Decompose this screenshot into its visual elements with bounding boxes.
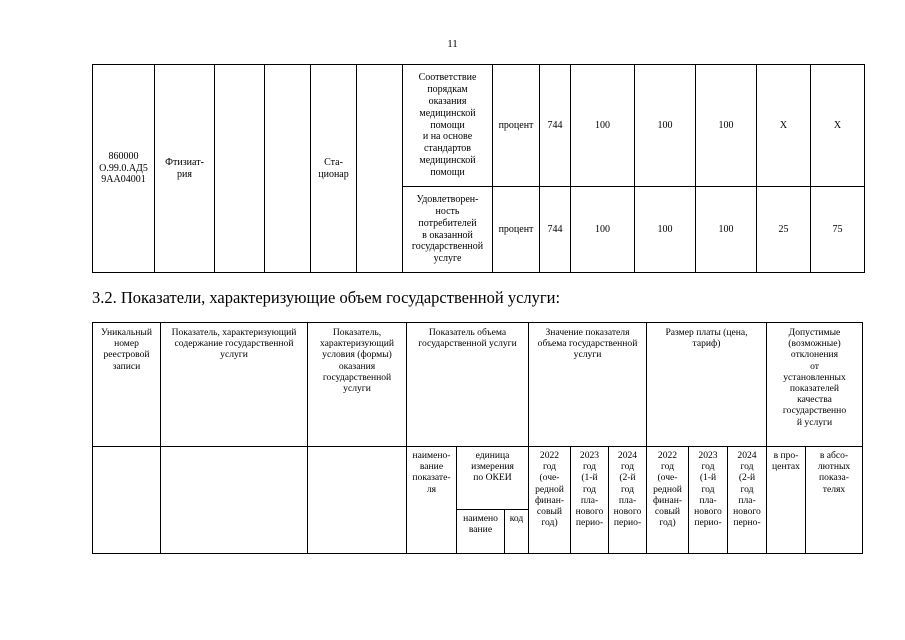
subheader-deviation-percent: в про- центах bbox=[767, 447, 806, 554]
subheader-value-2024: 2024 год (2-й год пла- нового перио- bbox=[609, 447, 647, 554]
subheader-fee-2023: 2023 год (1-й год пла- нового перио- bbox=[689, 447, 728, 554]
table-row bbox=[93, 65, 865, 187]
header-fee: Размер платы (цена, тариф) bbox=[647, 323, 767, 447]
header-unique-number: Уникальный номер реестровой записи bbox=[93, 323, 161, 447]
value-2022: 100 bbox=[571, 65, 635, 187]
header-deviation: Допустимые (возможные) отклонения от установленных показателей качества государственно й услуги bbox=[767, 323, 863, 447]
subheader-deviation-absolute: в абсо- лютных показа- телях bbox=[806, 447, 863, 554]
deviation-absolute: 75 bbox=[811, 187, 865, 273]
subheader-value-2022: 2022 год (оче- редной финан- совый год) bbox=[529, 447, 571, 554]
empty-cell bbox=[215, 65, 265, 273]
unit-code: 744 bbox=[540, 65, 571, 187]
deviation-percent: 25 bbox=[757, 187, 811, 273]
indicator-name: Удовлетворен- ность потребителей в оказанной государственной услуге bbox=[403, 187, 493, 273]
page-number: 11 bbox=[447, 38, 458, 50]
subheader-unit-name: наимено вание bbox=[457, 510, 505, 554]
unit-name: процент bbox=[493, 187, 540, 273]
volume-indicators-table bbox=[92, 322, 863, 554]
empty-cell bbox=[308, 447, 407, 554]
header-volume-indicator: Показатель объема государственной услуги bbox=[407, 323, 529, 447]
registry-number: 860000 О.99.0.АД5 9АА04001 bbox=[93, 65, 155, 273]
header-conditions-indicator: Показатель, характеризующий условия (формы) оказания государственной услуги bbox=[308, 323, 407, 447]
subheader-indicator-name: наимено- вание показате- ля bbox=[407, 447, 457, 554]
deviation-percent: Х bbox=[757, 65, 811, 187]
value-2024: 100 bbox=[696, 187, 757, 273]
deviation-absolute: Х bbox=[811, 65, 865, 187]
section-title: 3.2. Показатели, характеризующие объем государственной услуги: bbox=[92, 288, 561, 307]
condition: Ста- ционар bbox=[311, 65, 357, 273]
value-2023: 100 bbox=[635, 187, 696, 273]
unit-code: 744 bbox=[540, 187, 571, 273]
subheader-unit-code: код bbox=[505, 510, 529, 554]
subheader-fee-2024: 2024 год (2-й год пла- нового перно- bbox=[728, 447, 767, 554]
quality-indicators-table bbox=[92, 64, 865, 273]
value-2022: 100 bbox=[571, 187, 635, 273]
subheader-value-2023: 2023 год (1-й год пла- нового перио- bbox=[571, 447, 609, 554]
unit-name: процент bbox=[493, 65, 540, 187]
empty-cell bbox=[357, 65, 403, 273]
header-row bbox=[93, 323, 863, 447]
header-content-indicator: Показатель, характеризующий содержание государственной услуги bbox=[161, 323, 308, 447]
subheader-fee-2022: 2022 год (оче- редной финан- совый год) bbox=[647, 447, 689, 554]
value-2023: 100 bbox=[635, 65, 696, 187]
value-2024: 100 bbox=[696, 65, 757, 187]
empty-cell bbox=[93, 447, 161, 554]
subheader-unit-okei: единица измерения по ОКЕИ bbox=[457, 447, 529, 510]
empty-cell bbox=[161, 447, 308, 554]
subheader-row bbox=[93, 447, 863, 510]
empty-cell bbox=[265, 65, 311, 273]
header-value: Значение показателя объема государственной услуги bbox=[529, 323, 647, 447]
indicator-name: Соответствие порядкам оказания медицинской помощи и на основе стандартов медицинской помощи bbox=[403, 65, 493, 187]
content-indicator: Фтизиат- рия bbox=[155, 65, 215, 273]
